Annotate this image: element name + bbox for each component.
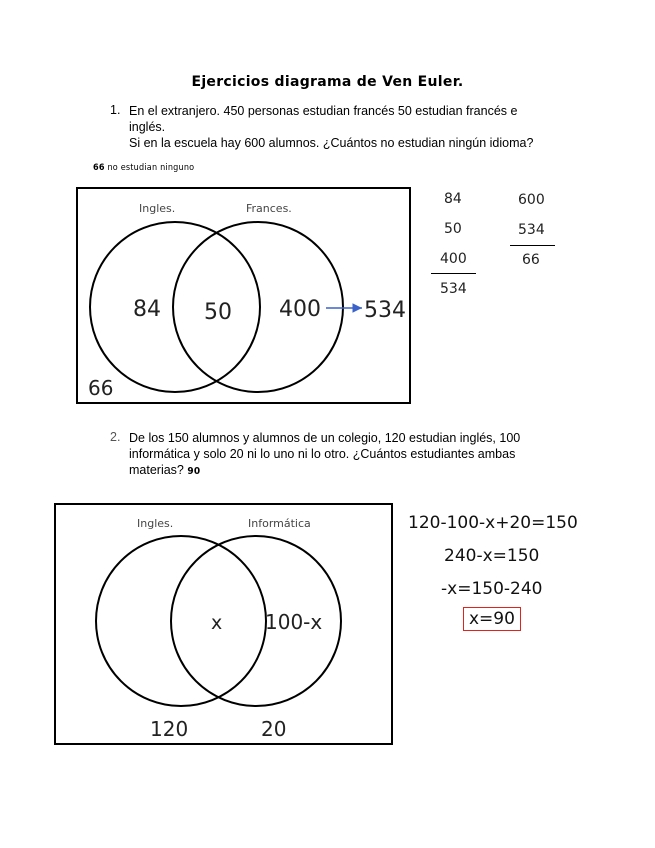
q1-right-label: Frances. xyxy=(246,202,292,215)
q2-right-label: Informática xyxy=(248,517,311,530)
q2-eq1: 120-100-x+20=150 xyxy=(408,513,578,533)
q2-eq2: 240-x=150 xyxy=(444,546,540,566)
q1-calc1-c: 400 xyxy=(440,251,467,267)
q1-right-value: 400 xyxy=(279,297,321,322)
q1-calc2-b: 534 xyxy=(518,222,545,238)
q1-calc2-result: 66 xyxy=(522,252,540,268)
q2-line3: materias? xyxy=(129,463,184,477)
q2-bottom-right-value: 20 xyxy=(261,717,287,741)
q1-arrow-value: 534 xyxy=(364,298,406,323)
q1-calc1-rule xyxy=(431,273,476,274)
q1-calc2-a: 600 xyxy=(518,192,545,208)
q1-line1: En el extranjero. 450 personas estudian francés 50 estudian francés e xyxy=(129,104,518,118)
q1-outside-value: 66 xyxy=(88,376,114,400)
q1-answer xyxy=(93,163,194,173)
q1-calc1-result: 534 xyxy=(440,281,467,297)
q1-calc1-b: 50 xyxy=(444,221,462,237)
q2-result-box: x=90 xyxy=(463,607,521,631)
q1-answer-text: no estudian ninguno xyxy=(104,163,195,173)
q2-venn-box xyxy=(54,503,393,745)
q1-line2: inglés. xyxy=(129,120,166,134)
q1-calc2-rule xyxy=(510,245,555,246)
q1-calc1-a: 84 xyxy=(444,191,462,207)
q2-number: 2. xyxy=(110,430,121,444)
q2-venn-diagram xyxy=(56,505,391,743)
q2-bottom-left-value: 120 xyxy=(150,717,189,741)
q1-text xyxy=(129,103,599,151)
q1-venn-diagram xyxy=(78,189,409,402)
q2-eq3: -x=150-240 xyxy=(441,579,543,599)
q2-left-circle xyxy=(96,536,266,706)
q1-left-circle xyxy=(90,222,260,392)
q1-center-value: 50 xyxy=(204,300,232,325)
q2-center-value: x xyxy=(211,612,223,634)
q1-left-label: Ingles. xyxy=(139,202,176,215)
q2-line2: informática y solo 20 ni lo uno ni lo otro. ¿Cuántos estudiantes ambas xyxy=(129,447,516,461)
q1-line3: Si en la escuela hay 600 alumnos. ¿Cuántos no estudian ningún idioma? xyxy=(129,136,534,150)
q2-answer: 90 xyxy=(187,466,201,477)
q1-number: 1. xyxy=(110,103,121,117)
page-title: Ejercicios diagrama de Ven Euler. xyxy=(191,74,464,90)
q1-venn-box xyxy=(76,187,411,404)
q2-right-value: 100-x xyxy=(265,610,323,634)
q1-left-value: 84 xyxy=(133,297,161,322)
q2-text xyxy=(129,430,599,480)
q2-line1: De los 150 alumnos y alumnos de un colegio, 120 estudian inglés, 100 xyxy=(129,431,521,445)
q2-left-label: Ingles. xyxy=(137,517,174,530)
q1-answer-number: 66 xyxy=(93,163,105,173)
